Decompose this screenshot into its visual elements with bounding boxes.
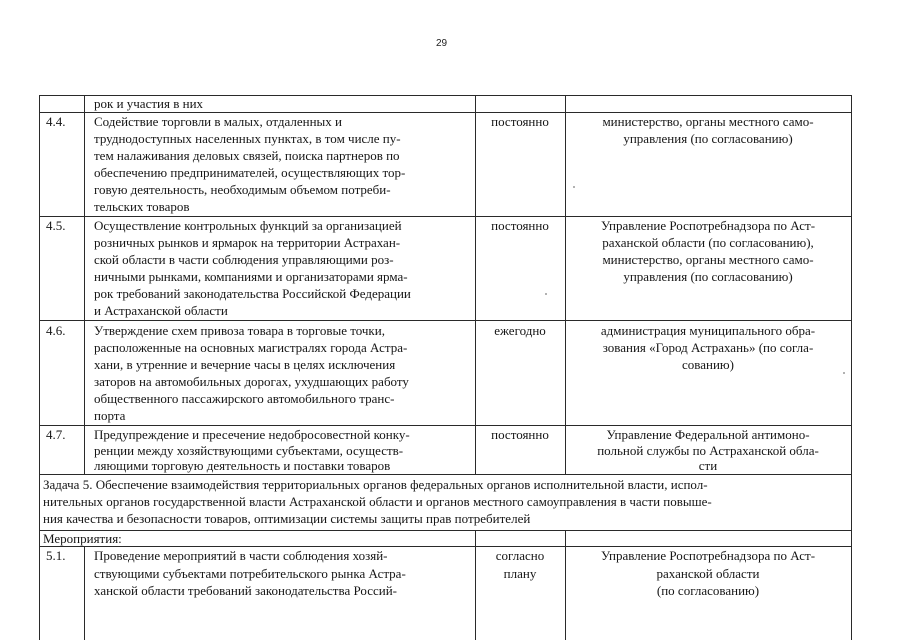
row-number: 4.6. <box>46 323 66 338</box>
row-responsible-line: раханской области (по согласованию), <box>602 235 814 250</box>
description-line: хани, в утренние и вечерние часы в целях исключения <box>94 357 396 372</box>
description-line: ничными рынками, компаниями и организаторами ярма- <box>94 269 408 284</box>
description-line: Содействие торговли в малых, отдаленных и <box>94 114 342 129</box>
row-separator <box>39 530 851 531</box>
description-line: порта <box>94 408 126 423</box>
scan-speck <box>843 372 845 374</box>
row-responsible-line: Управление Роспотребнадзора по Аст- <box>600 548 816 563</box>
column-divider <box>84 95 85 474</box>
row-responsible-line: министерство, органы местного само- <box>602 114 814 129</box>
description-line: ствующими субъектами потребительского рынка Астра- <box>94 566 406 581</box>
scan-speck <box>573 186 575 188</box>
row-number: 5.1. <box>46 548 66 563</box>
row-number: 4.5. <box>46 218 66 233</box>
description-line: заторов на автомобильных дорогах, ухудшающих работу <box>94 374 409 389</box>
description-line: ренции между хозяйствующими субъектами, осуществ- <box>94 443 404 458</box>
row-separator <box>39 112 851 113</box>
row-responsible-line: польной службы по Астраханской обла- <box>597 443 819 458</box>
description-line: ляющими торговую деятельность и поставки товаров <box>94 458 391 473</box>
row-responsible-line: министерство, органы местного само- <box>602 252 814 267</box>
row-responsible-line: администрация муниципального обра- <box>600 323 816 338</box>
row-term: плану <box>503 566 537 581</box>
row-responsible-line: Управление Федеральной антимоно- <box>606 427 810 442</box>
row-term: постоянно <box>491 427 549 442</box>
description-line: розничных рынков и ярмарок на территории Астрахан- <box>94 235 401 250</box>
column-divider <box>475 95 476 474</box>
task-line: Задача 5. Обеспечение взаимодействия территориальных органов федеральных органов исполнительной власти, испол- <box>43 477 708 492</box>
row-number: 4.7. <box>46 427 66 442</box>
description-line: расположенные на основных магистралях города Астра- <box>94 340 408 355</box>
column-divider <box>565 95 566 474</box>
scan-speck <box>545 293 547 295</box>
row-responsible-line: сти <box>698 458 718 473</box>
row-separator <box>39 216 851 217</box>
row-responsible-line: Управление Роспотребнадзора по Аст- <box>600 218 816 233</box>
description-line: тельских товаров <box>94 199 190 214</box>
row-number: 4.4. <box>46 114 66 129</box>
description-line: труднодоступных населенных пунктах, в том числе пу- <box>94 131 401 146</box>
description-line: Предупреждение и пресечение недобросовестной конку- <box>94 427 410 442</box>
column-divider <box>475 530 476 640</box>
row-separator <box>39 474 851 475</box>
row-term: согласно <box>495 548 545 563</box>
description-line: общественного пассажирского автомобильного транс- <box>94 391 395 406</box>
description-line: Утверждение схем привоза товара в торговые точки, <box>94 323 385 338</box>
table-left-border <box>39 95 40 640</box>
description-line: Проведение мероприятий в части соблюдения хозяй- <box>94 548 388 563</box>
row-term: постоянно <box>491 114 549 129</box>
row-term: ежегодно <box>494 323 546 338</box>
row-responsible-line: управления (по согласованию) <box>623 131 793 146</box>
description-line: говую деятельность, необходимым объемом потреби- <box>94 182 391 197</box>
page-number: 29 <box>436 38 448 49</box>
task-line: ния качества и безопасности товаров, оптимизации системы защиты прав потребителей <box>43 511 531 526</box>
description-line: и Астраханской области <box>94 303 228 318</box>
row-responsible-line: (по согласованию) <box>656 583 760 598</box>
description-line: ской области в части соблюдения управляющими роз- <box>94 252 394 267</box>
row-responsible-line: зования «Город Астрахань» (по согла- <box>602 340 814 355</box>
description-line: рок требований законодательства Российской Федерации <box>94 286 411 301</box>
description-line: обеспечению предпринимателей, осуществляющих тор- <box>94 165 406 180</box>
table-right-border <box>851 95 852 640</box>
row-separator <box>39 425 851 426</box>
row-responsible-line: раханской области <box>656 566 760 581</box>
task-line: нительных органов государственной власти Астраханской области и органов местного самоуправления в части повыше- <box>43 494 712 509</box>
row-term: постоянно <box>491 218 549 233</box>
column-divider <box>84 546 85 640</box>
row-responsible-line: управления (по согласованию) <box>623 269 793 284</box>
description-line: тем налаживания деловых связей, поиска партнеров по <box>94 148 400 163</box>
carryover-text: рок и участия в них <box>94 96 204 111</box>
column-divider <box>565 530 566 640</box>
row-separator <box>39 320 851 321</box>
row-responsible-line: сованию) <box>682 357 734 372</box>
row-separator <box>39 546 851 547</box>
description-line: Осуществление контрольных функций за организацией <box>94 218 402 233</box>
activities-label: Мероприятия: <box>43 531 122 546</box>
description-line: ханской области требований законодательства Россий- <box>94 583 397 598</box>
